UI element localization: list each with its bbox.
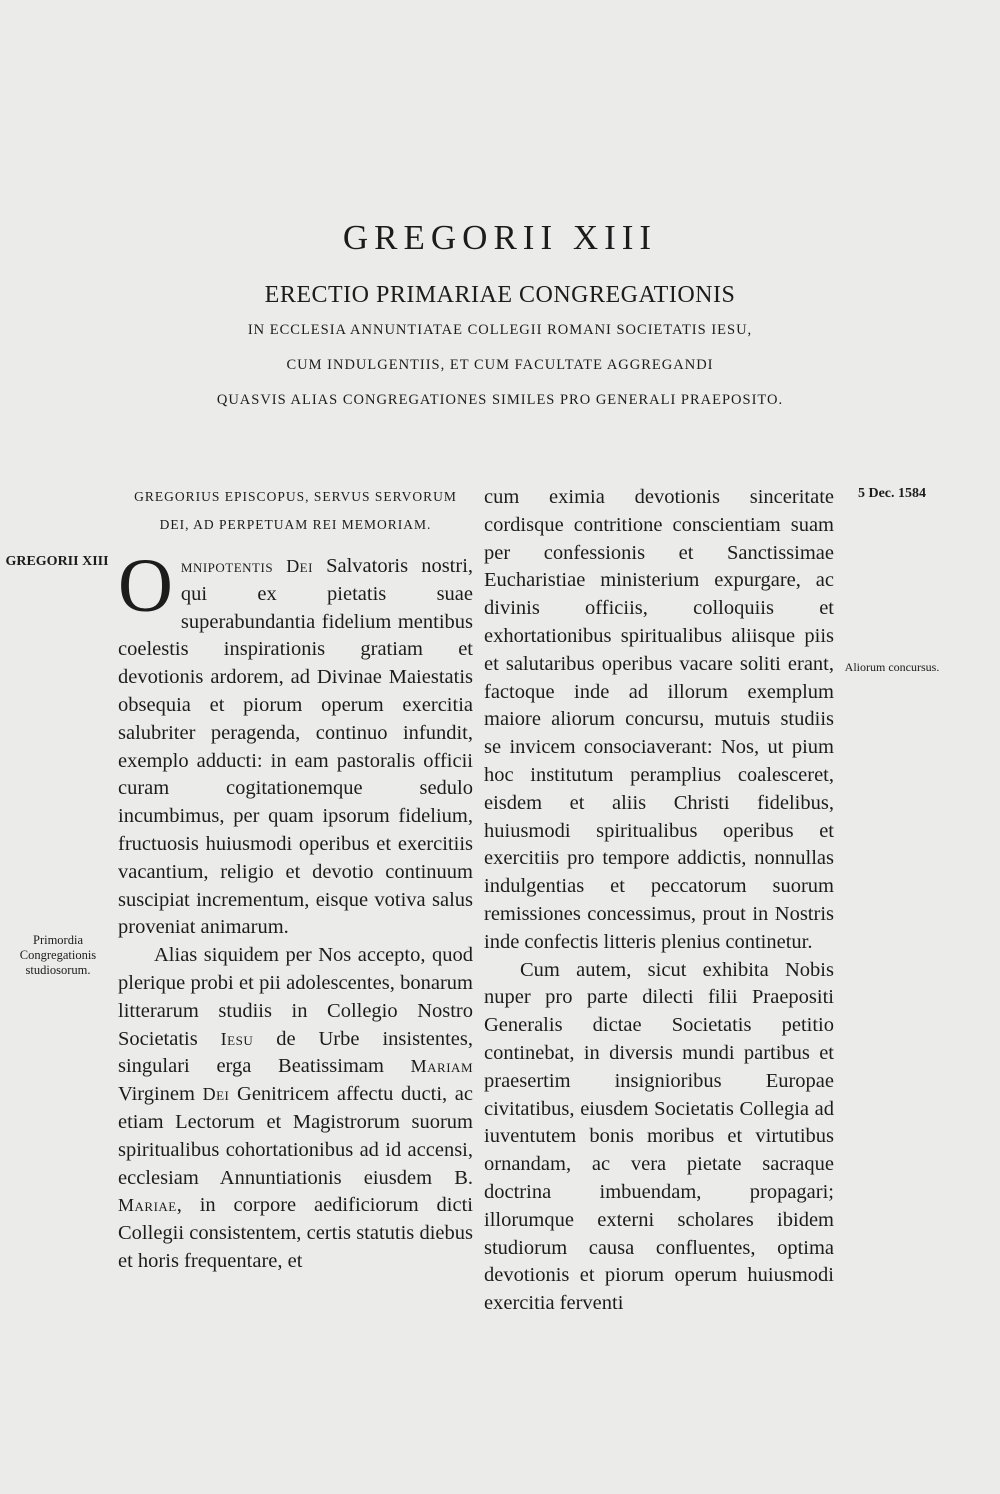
paragraph-1-text: Salvatoris nostri, qui ex pietatis suae superabundantia fidelium mentibus coelestis inspirationis gratiam et devotionis ardorem, ad Divinae Maiestatis obsequia et piorum operum exercitia salubriter peragenda, continuo infundit, exemplo adducti: in eam pastoralis officii curam cogitationemque sedulo incumbimus, per quam ipsorum fidelium, fructuosis huiusmodi operibus et exercitiis vacantium, religio et devotio continuum suscipiat incrementum, eisque votiva salus proveniat animarum. bbox=[118, 555, 474, 939]
paragraph-2 bbox=[118, 942, 473, 1276]
drop-cap: O bbox=[118, 544, 173, 628]
margin-note-aliorum: Aliorum concursus. bbox=[844, 660, 940, 674]
smallcaps-dei: Dei bbox=[286, 556, 313, 576]
page-title: GREGORII XIII bbox=[342, 218, 658, 257]
paragraph-1 bbox=[118, 544, 474, 942]
salutation-line-2: DEI, AD PERPETUAM REI MEMORIAM. bbox=[159, 517, 432, 532]
smallcaps-iesu: Iesu bbox=[220, 1028, 254, 1049]
text-run: , in corpore aedificiorum dicti Collegii consistentem, certis statutis diebus et horis frequentare, et bbox=[118, 1194, 473, 1272]
text-run: Genitricem affectu ducti, ac etiam Lectorum et Magistrorum suorum spiritualibus cohortationibus ad id accensi, ecclesiam Annuntiationis eiusdem B. bbox=[118, 1083, 473, 1189]
text-run: Alias siquidem per Nos accepto, quod plerique probi et pii adolescentes, bonarum litterarum studiis in Collegio Nostro Societatis bbox=[118, 944, 473, 1050]
salutation-line-1: GREGORIUS EPISCOPUS, SERVUS SERVORUM bbox=[134, 489, 457, 504]
smallcaps-word: mnipotentis bbox=[180, 556, 274, 576]
right-column bbox=[484, 484, 834, 1318]
smallcaps-mariae: Mariae bbox=[118, 1195, 177, 1216]
text-run: de Urbe insistentes, singulari erga Beatissimam bbox=[118, 1027, 473, 1078]
margin-note-pope: GREGORII XIII bbox=[5, 554, 109, 569]
margin-note-primordia: Primordia Congregationis studiosorum. bbox=[19, 933, 97, 977]
text-run: Virginem bbox=[118, 1083, 203, 1106]
salutation bbox=[118, 483, 473, 539]
right-paragraph-2: Cum autem, sicut exhibita Nobis nuper pro parte dilecti filii Praepositi Generalis dictae Societatis petitio continebat, in diversis mundi partibus et praesertim insignioribus Europae civitatibus, eiusdem Societatis Collegia ad iuventutem bonis moribus et virtutibus ornandam, ac vera pietate sacraque doctrina imbuendam, propagari; illorumque externi scholares ibidem studiorum causa confluentes, optima devotionis et piorum operum huiusmodi exercitia ferventi bbox=[484, 958, 834, 1315]
subtitle-line-2: CUM INDULGENTIIS, ET CUM FACULTATE AGGREGANDI bbox=[286, 357, 714, 373]
page-subtitle: ERECTIO PRIMARIAE CONGREGATIONIS bbox=[264, 282, 736, 308]
margin-note-date: 5 Dec. 1584 bbox=[857, 486, 927, 501]
subtitle-line-3: QUASVIS ALIAS CONGREGATIONES SIMILES PRO GENERALI PRAEPOSITO. bbox=[216, 392, 784, 408]
right-paragraph-1: cum eximia devotionis sinceritate cordisque contritione conscientiam suam per confessionis et Sanctissimae Eucharistiae ministerium expurgare, ac divinis officiis, colloquiis et exhortationibus spiritualibus aliisque piis et salutaribus operibus vacare soliti erant, factoque inde ad illorum exemplum maiore aliorum concursu, mutuis studiis se invicem consociaverant: Nos, ut pium hoc institutum peramplius coalesceret, eisdem et aliis Christi fidelibus, huiusmodi spiritualibus operibus et exercitiis pro tempore addictis, nonnullas indulgentias et peccatorum suorum remissiones concessimus, prout in Nostris inde confectis litteris plenius continetur. bbox=[484, 486, 834, 953]
subtitle-line-1: IN ECCLESIA ANNUNTIATAE COLLEGII ROMANI SOCIETATIS IESU, bbox=[247, 322, 753, 338]
left-column bbox=[118, 544, 474, 1276]
smallcaps-dei: Dei bbox=[202, 1084, 230, 1105]
smallcaps-mariam: Mariam bbox=[410, 1056, 473, 1077]
